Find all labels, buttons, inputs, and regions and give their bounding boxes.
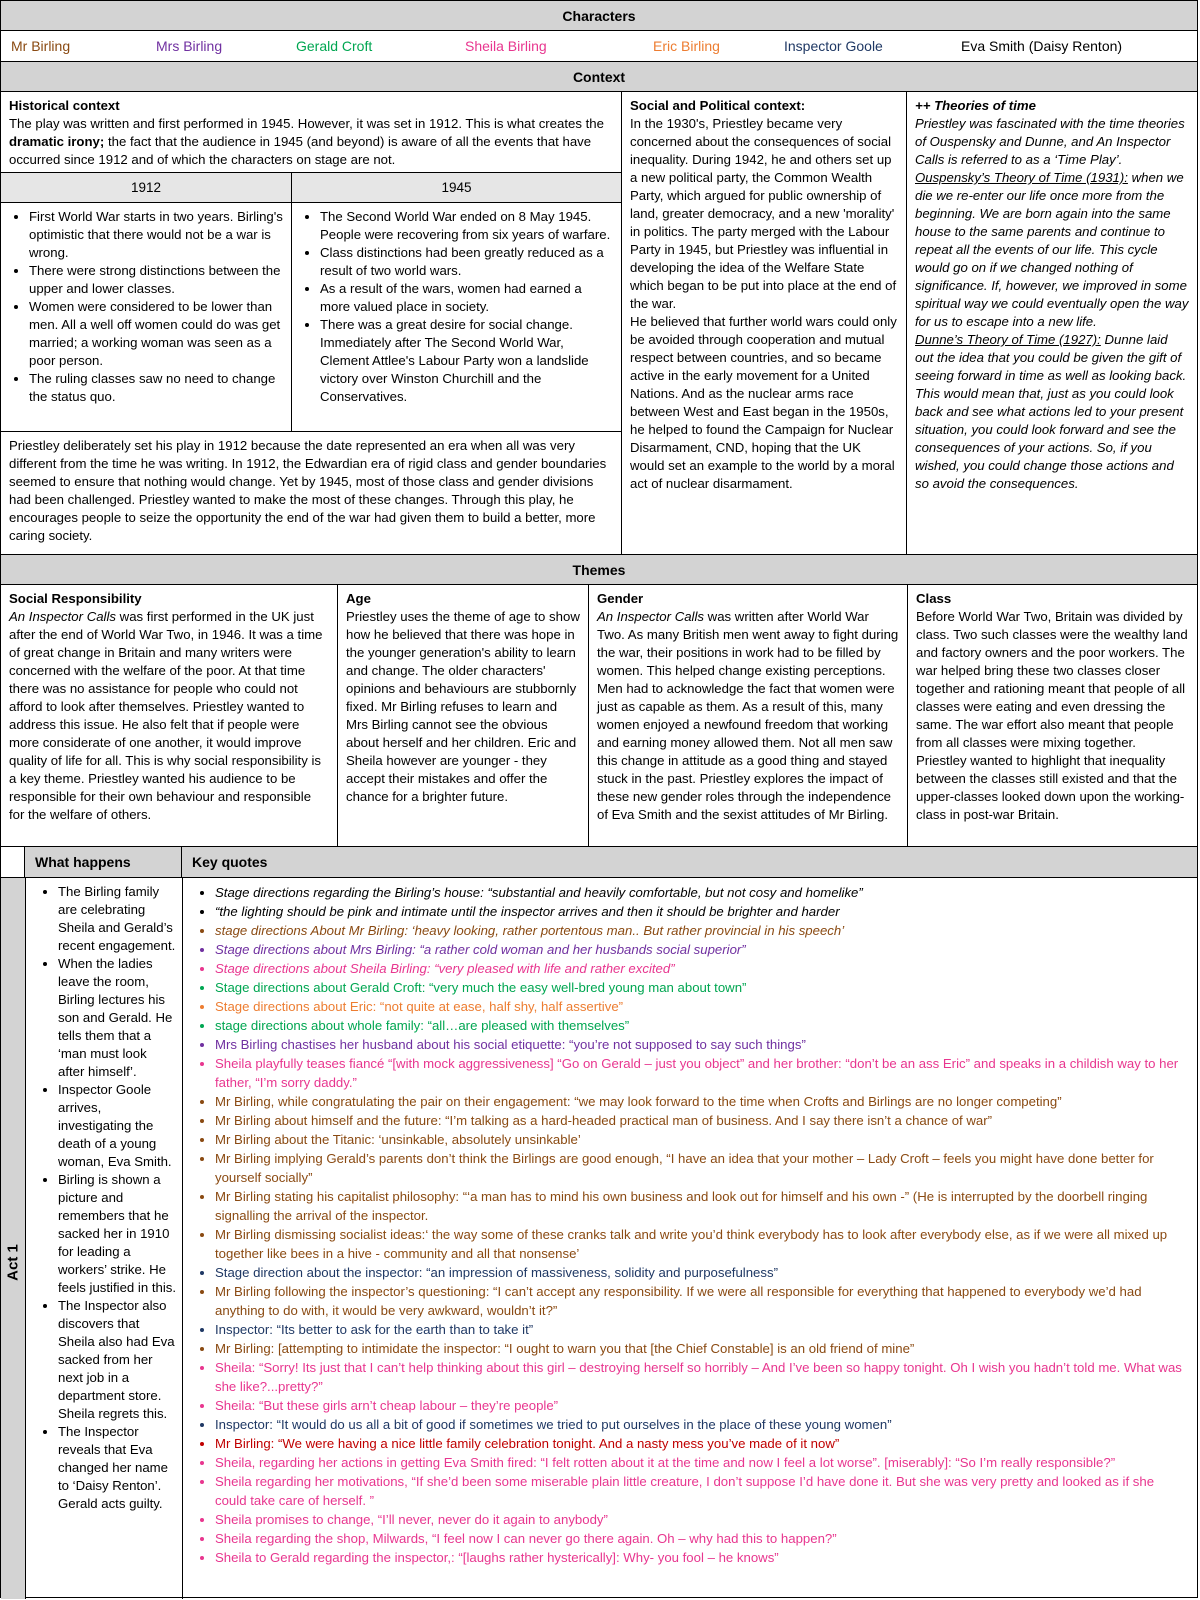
- character-mrs-birling: Mrs Birling: [156, 38, 223, 54]
- social-political-p2: He believed that further world wars could only be avoided through cooperation and mutual respect between countries, and so became active in the early movement for a United Nations. And as the nuclear arms race between West and East began in the 1950s, he helped to found the Campaign for Nuclear Disarmament, CND, hoping that the UK would set an example to the world by a moral act of nuclear disarmament.: [630, 314, 897, 491]
- year-1912-item: • Women were considered to be lower than men. All a well off women could do was get married; a working woman was seen as a poor person.: [29, 298, 285, 370]
- character-gerald-croft: Gerald Croft: [296, 38, 373, 54]
- year-1945-column: [292, 173, 621, 431]
- key-quote: • Sheila: “Sorry! Its just that I can’t help thinking about this girl – destroying herself so horribly – And I’ve been so happy tonight. Oh I wish you hadn’t told me. What was she like?...pretty?”: [215, 1358, 1189, 1396]
- what-happens-header: What happens: [25, 847, 182, 877]
- theme-gender: Gender An Inspector Calls was written after World War Two. As many British men went away to fight during the war, their positions in work had to be filled by women. This helped change existing perceptions. Men had to acknowledge the fact that women were just as capable as them. As a result of this, many women enjoyed a newfound freedom that working and earning money allowed them. Not all men saw this change in attitude as a good thing and stayed stuck in the past. Priestley explores the impact of these new gender roles through the independence of Eva Smith and the sexist attitudes of Mr Birling.: [588, 585, 907, 846]
- year-1912-column: [1, 173, 292, 431]
- what-happens-item: • The Birling family are celebrating Sheila and Gerald’s recent engagement.: [58, 883, 176, 955]
- theme-class-title: Class: [916, 591, 952, 606]
- context-row: [1, 92, 1197, 555]
- key-quote: • Mr Birling about the Titanic: ‘unsinkable, absolutely unsinkable’: [215, 1130, 1189, 1149]
- historical-context: [1, 92, 621, 173]
- context-summary: Priestley deliberately set his play in 1912 because the date represented an era when all was very different from the time he was writing. In 1912, the Edwardian era of rigid class and gender boundaries seemed to ensure that nothing would change. Yet by 1945, most of those class and gender divisions had been challenged. Priestley wanted to make the most of these changes. Through this play, he encourages people to seize the opportunity the end of the war had given them to build a better, more caring society.: [9, 438, 607, 543]
- key-quote: • Sheila regarding her motivations, “If she’d been some miserable plain little creature, I don’t suppose I’d have done it. But she was very pretty and looked as if she could take care of herself. ”: [215, 1472, 1189, 1510]
- ouspensky-label: Ouspensky’s Theory of Time (1931):: [915, 170, 1128, 185]
- year-1912-item: • First World War starts in two years. Birling's optimistic that there would not be a war is wrong.: [29, 208, 285, 262]
- theme-gender-title: Gender: [597, 591, 644, 606]
- ouspensky-text: when we die we re-enter our life once more from the beginning. We are born again into the same house to the same parents and continue to repeat all the events of our life. This cycle would go on if we changed nothing of significance. If, however, we improved in some spiritual way we could eventually open the way for us to escape into a new life.: [915, 170, 1189, 329]
- theories-intro: Priestley was fascinated with the time theories of Ouspensky and Dunne, and An Inspector Calls is referred to as a ‘Time Play’.: [915, 116, 1185, 167]
- act-header-row: [1, 847, 1197, 878]
- character-sheila-birling: Sheila Birling: [465, 38, 547, 54]
- key-quote: • Mr Birling about himself and the future: “I’m talking as a hard-headed practical man of business. And I say there isn’t a chance of war”: [215, 1111, 1189, 1130]
- key-quotes-header: Key quotes: [182, 847, 1197, 877]
- key-quote: • Mr Birling: [attempting to intimidate the inspector: “I ought to warn you that [the Chief Constable] is an old friend of mine”: [215, 1339, 1189, 1358]
- what-happens-list: [32, 883, 176, 1513]
- what-happens-item: • Inspector Goole arrives, investigating the death of a young woman, Eva Smith.: [58, 1081, 176, 1171]
- what-happens-item: • The Inspector reveals that Eva changed her name to ‘Daisy Renton’. Gerald acts guilty.: [58, 1423, 176, 1513]
- year-1945-item: • There was a great desire for social change. Immediately after The Second World War, Clement Attlee's Labour Party won a landslide victory over Winston Churchill and the Conservatives.: [320, 316, 615, 406]
- key-quote: • Sheila regarding the shop, Milwards, “I feel now I can never go there again. Oh – why had this to happen?”: [215, 1529, 1189, 1548]
- social-political-context: [621, 92, 906, 554]
- key-quote: • Sheila: “But these girls arn’t cheap labour – they’re people”: [215, 1396, 1189, 1415]
- historical-column: [1, 92, 621, 554]
- year-1945-item: • As a result of the wars, women had earned a more valued place in society.: [320, 280, 615, 316]
- key-quote: • Inspector: “Its better to ask for the earth than to take it”: [215, 1320, 1189, 1339]
- theories-of-time: [906, 92, 1197, 554]
- character-inspector-goole: Inspector Goole: [784, 38, 883, 54]
- what-happens: [26, 878, 183, 1599]
- year-1945-item: • The Second World War ended on 8 May 1945. People were recovering from six years of warfare.: [320, 208, 615, 244]
- historical-title: Historical context: [9, 98, 120, 113]
- year-1945-label: 1945: [292, 173, 621, 203]
- key-quote: • Mr Birling dismissing socialist ideas:‘ the way some of these cranks talk and write you’d think everybody has to look after everybody else, as if we were all mixed up together like bees in a hive - community and all that nonsense’: [215, 1225, 1189, 1263]
- theme-social-text: was first performed in the UK just after the end of World War Two, in 1946. It was a time of great change in Britain and many writers were concerned with the welfare of the poor. At that time there was no assistance for people who could not afford to look after themselves. Priestley wanted to address this issue. He also felt that if people were more considerate of one another, it would improve quality of life for all. This is why social responsibility is a key theme. Priestley wanted his audience to be responsible for their own behaviour and responsible for the welfare of others.: [9, 609, 323, 822]
- theme-age: [337, 585, 588, 846]
- dunne-label: Dunne’s Theory of Time (1927):: [915, 332, 1101, 347]
- key-quote: • Mrs Birling chastises her husband about his social etiquette: “you’re not supposed to say such things”: [215, 1035, 1189, 1054]
- dunne-text: Dunne laid out the idea that you could be given the gift of seeing forward in time as well as looking back. This would mean that, just as you could look back and see what actions led to your present situation, you could look forward and see the consequences of your actions. So, if you wished, you could change those actions and so avoid the consequences.: [915, 332, 1187, 491]
- key-quote: • Stage directions about Eric: “not quite at ease, half shy, half assertive”: [215, 997, 1189, 1016]
- key-quote: • Sheila playfully teases fiancé “[with mock aggressiveness] “Go on Gerald – just you object” and her brother: “don’t be an ass Eric” and speaks in a childish way to her father, “I’m sorry daddy.”: [215, 1054, 1189, 1092]
- social-political-title: Social and Political context:: [630, 98, 806, 113]
- character-mr-birling: Mr Birling: [11, 38, 71, 54]
- social-political-p1: In the 1930's, Priestley became very concerned about the consequences of social inequality. During 1942, he and others set up a new political party, the Common Wealth Party, which argued for public ownership of land, greater democracy, and a new 'morality' in politics. The party merged with the Labour Party in 1945, but Priestley was influential in developing the idea of the Welfare State which began to be put into place at the end of the war.: [630, 116, 897, 311]
- theme-age-text: Priestley uses the theme of age to show how he believed that there was hope in the younger generation's ability to learn and change. The older characters' opinions and behaviours are stubbornly fixed. Mr Birling refuses to learn and Mrs Birling cannot see the obvious about herself and her children. Eric and Sheila however are younger - they accept their mistakes and offer the chance for a brighter future.: [346, 609, 580, 804]
- key-quote: • Sheila to Gerald regarding the inspector,: “[laughs rather hysterically]: Why- you fool – he knows”: [215, 1548, 1189, 1567]
- theme-gender-text: was written after World War Two. As many British men went away to fight during the war, their positions in work had to be filled by women. This helped change existing perceptions. Men had to acknowledge the fact that women were just as capable as them. As a result of this, many women enjoyed a newfound freedom that working and earning money allowed them. Not all men saw this change in attitude as a good thing and stayed stuck in the past. Priestley explores the impact of these new gender roles through the independence of Eva Smith and the sexist attitudes of Mr Birling.: [597, 609, 899, 822]
- key-quote: • Inspector: “It would do us all a bit of good if sometimes we tried to put ourselves in the place of these young women”: [215, 1415, 1189, 1434]
- themes-row: [1, 585, 1197, 847]
- key-quote: • Stage directions about Mrs Birling: “a rather cold woman and her husbands social superior”: [215, 940, 1189, 959]
- characters-row: [1, 31, 1197, 62]
- key-quote: • Sheila, regarding her actions in getting Eva Smith fired: “I felt rotten about it at the time and now I feel a lot worse”. [miserably]: “So I’m really responsible?”: [215, 1453, 1189, 1472]
- key-quote: • “the lighting should be pink and intimate until the inspector arrives and then it should be brighter and harder: [215, 902, 1189, 921]
- themes-header: Themes: [1, 555, 1197, 585]
- key-quote: • Mr Birling following the inspector’s questioning: “I can’t accept any responsibility. If we were all responsible for everything that happened to everybody we’d had anything to do with, it would be very awkward, wouldn’t it?”: [215, 1282, 1189, 1320]
- theme-class-text: Before World War Two, Britain was divided by class. Two such classes were the wealthy land and factory owners and the poor workers. The war helped bring these two classes closer together and rationing meant that people of all classes were eating and even dressing the same. The war effort also meant that people from all classes were mixing together. Priestley wanted to highlight that inequality between the classes still existed and that the upper-classes looked down upon the working-class in post-war Britain.: [916, 609, 1188, 822]
- character-eric-birling: Eric Birling: [653, 38, 720, 54]
- key-quote: • stage directions about whole family: “all…are pleased with themselves”: [215, 1016, 1189, 1035]
- year-1945-item: • Class distinctions had been greatly reduced as a result of two world wars.: [320, 244, 615, 280]
- year-1912-item: • There were strong distinctions between the upper and lower classes.: [29, 262, 285, 298]
- year-1912-list: [7, 208, 285, 406]
- theme-social-responsibility: Social Responsibility An Inspector Calls was first performed in the UK just after the end of World War Two, in 1946. It was a time of great change in Britain and many writers were concerned with the welfare of the poor. At that time there was no assistance for people who could not afford to look after themselves. Priestley wanted to address this issue. He also felt that if people were more considerate of one another, it would improve quality of life for all. This is why social responsibility is a key theme. Priestley wanted his audience to be responsible for their own behaviour and responsible for the welfare of others.: [1, 585, 337, 846]
- character-eva-smith-daisy-renton: Eva Smith (Daisy Renton): [961, 38, 1123, 54]
- key-quotes: [183, 878, 1197, 1599]
- key-quote: • Stage directions about Gerald Croft: “very much the easy well-bred young man about town”: [215, 978, 1189, 997]
- theme-class: [907, 585, 1197, 846]
- key-quote: • Stage direction about the inspector: “an impression of massiveness, solidity and purposefulness”: [215, 1263, 1189, 1282]
- theories-title: ++ Theories of time: [915, 98, 1036, 113]
- theme-social-title: Social Responsibility: [9, 591, 142, 606]
- what-happens-item: • When the ladies leave the room, Birling lectures his son and Gerald. He tells them that a ‘man must look after himself’.: [58, 955, 176, 1081]
- years-table: [1, 173, 621, 432]
- characters-header: Characters: [1, 1, 1197, 31]
- act-label: Act 1: [4, 1244, 22, 1281]
- key-quote: • Sheila promises to change, “I’ll never, never do it again to anybody”: [215, 1510, 1189, 1529]
- key-quote: • Stage directions regarding the Birling’s house: “substantial and heavily comfortable, but not cosy and homelike”: [215, 883, 1189, 902]
- key-quote: • Stage directions about Sheila Birling: “very pleased with life and rather excited”: [215, 959, 1189, 978]
- act-label-column: [1, 878, 26, 1599]
- what-happens-item: • Birling is shown a picture and remembers that he sacked her in 1910 for leading a workers’ strike. He feels justified in this.: [58, 1171, 176, 1297]
- year-1912-label: 1912: [1, 173, 291, 203]
- year-1945-list: [298, 208, 615, 406]
- key-quote: • Mr Birling: “We were having a nice little family celebration tonight. And a nasty mess you’ve made of it now”: [215, 1434, 1189, 1453]
- key-quote: • Mr Birling stating his capitalist philosophy: “‘a man has to mind his own business and look out for himself and his own -” (He is interrupted by the doorbell ringing signalling the arrival of the inspector.: [215, 1187, 1189, 1225]
- key-quote: • stage directions About Mr Birling: ‘heavy looking, rather portentous man.. But rather provincial in his speech’: [215, 921, 1189, 940]
- key-quotes-list: [191, 883, 1189, 1567]
- historical-text: The play was written and first performed in 1945. However, it was set in 1912. This is what creates the dramatic irony; the fact that the audience in 1945 (and beyond) is aware of all the events that have occurred since 1912 and of which the characters on stage are not.: [9, 116, 604, 167]
- theme-age-title: Age: [346, 591, 371, 606]
- key-quote: • Mr Birling, while congratulating the pair on their engagement: “we may look forward to the time when Crofts and Birlings are no longer competing”: [215, 1092, 1189, 1111]
- key-quote: • Mr Birling implying Gerald’s parents don’t think the Birlings are good enough, “I have an idea that your mother – Lady Croft – feels you might have done better for yourself socially”: [215, 1149, 1189, 1187]
- year-1912-item: • The ruling classes saw no need to change the status quo.: [29, 370, 285, 406]
- what-happens-item: • The Inspector also discovers that Sheila also had Eva sacked from her next job in a department store. Sheila regrets this.: [58, 1297, 176, 1423]
- context-header: Context: [1, 62, 1197, 92]
- act-1-row: [1, 878, 1197, 1599]
